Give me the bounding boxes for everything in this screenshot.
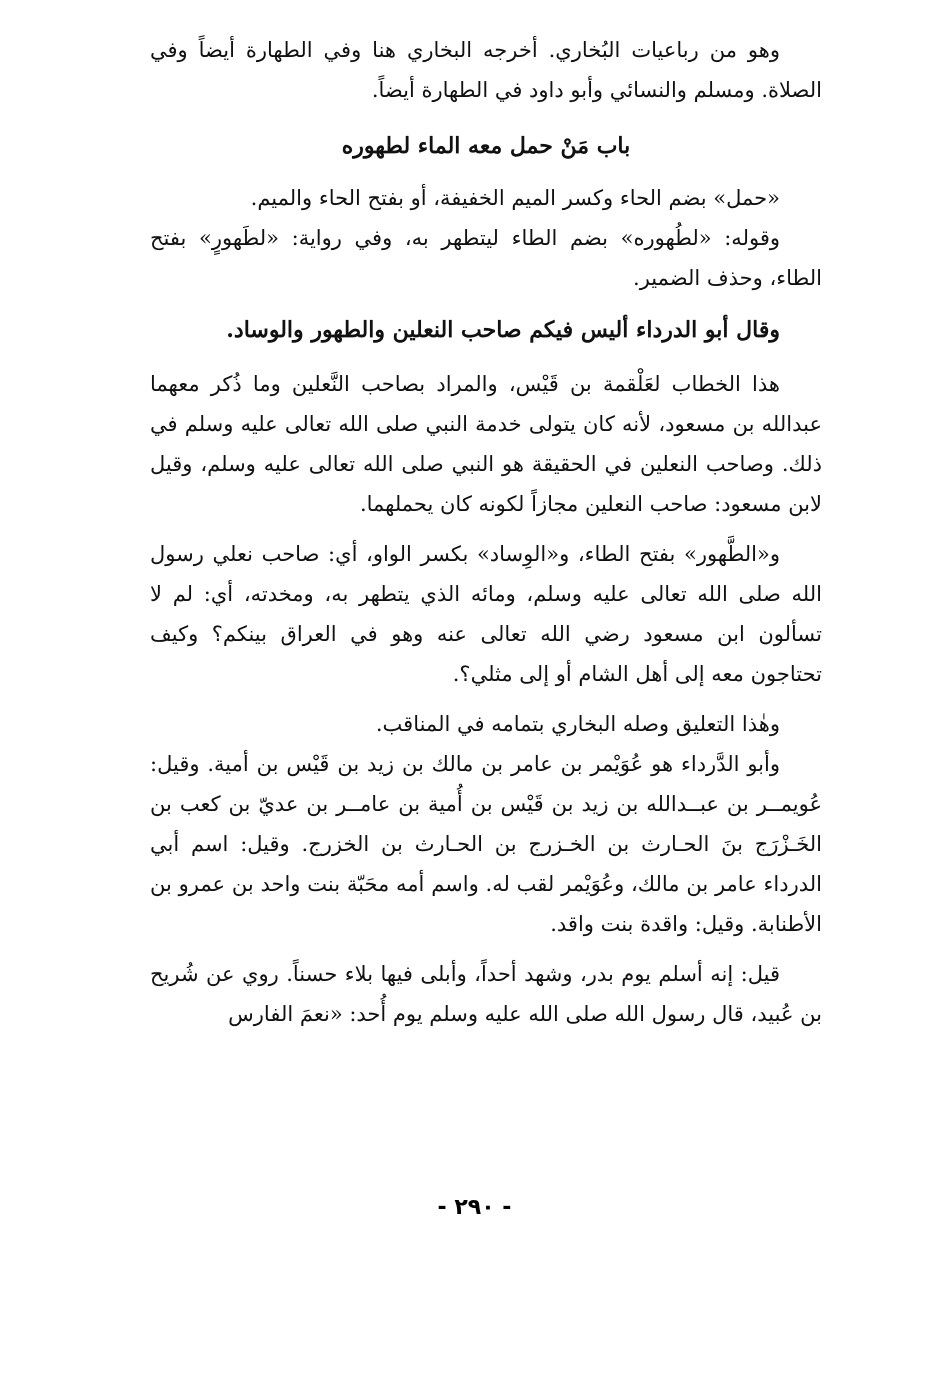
paragraph-islam-badr: قيل: إنه أسلم يوم بدر، وشهد أحداً، وأبلى فيها بلاء حسناً. روي عن شُريح بن عُبيد، قال رسول الله صلى الله عليه وسلم يوم أُحد: «نعمَ الفارس [150, 962, 822, 1026]
paragraph-tuhur-explanation: وقوله: «لطُهوره» بضم الطاء ليتطهر به، وفي رواية: «لطَهورٍ» بفتح الطاء، وحذف الضمير. [150, 226, 822, 290]
section-heading-abu-darda: وقال أبو الدرداء أليس فيكم صاحب النعلين والطهور والوساد. [226, 317, 780, 343]
paragraph-haml-explanation: «حمل» بضم الحاء وكسر الميم الخفيفة، أو بفتح الحاء والميم. [250, 186, 780, 210]
paragraph-abu-darda-lineage: وأبو الدَّرداء هو عُوَيْمر بن عامر بن مالك بن زيد بن قَيْس بن أمية. وقيل: عُويمــر بن عبــدالله بن زيد بن قَيْس بن أُمية بن عامــر بن عديّ بن كعب بن الخَـزْرَج بنَ الحـارث بن الخـزرج بن الحـارث بن الخزرج. وقيل: اسم أبي الدرداء عامر بن مالك، وعُوَيْمر لقب له. واسم أمه محَبّة بنت واحد بن عمرو بن الأطنابة. وقيل: واقدة بنت واقد. [150, 752, 822, 936]
paragraph-gap [150, 524, 822, 534]
paragraph-gap [150, 944, 822, 954]
paragraph-taliq: وهٰذا التعليق وصله البخاري بتمامه في المناقب. [375, 712, 780, 736]
paragraph-hadith-note: وهو من رباعيات البُخاري. أخرجه البخاري هنا وفي الطهارة أيضاً وفي الصلاة. ومسلم والنسائي وأبو داود في الطهارة أيضاً. [150, 38, 822, 102]
page-number: - ٢٩٠ - [437, 1195, 512, 1220]
document-page [150, 30, 822, 1350]
paragraph-gap [150, 694, 822, 704]
paragraph-alqama-address: هذا الخطاب لعَلْقمة بن قَيْس، والمراد بصاحب النَّعلين وما ذُكر معهما عبدالله بن مسعود، لأنه كان يتولى خدمة النبي صلى الله تعالى عليه وسلم في ذلك. وصاحب النعلين في الحقيقة هو النبي صلى الله تعالى عليه وسلم، وقيل لابن مسعود: صاحب النعلين مجازاً لكونه كان يحملهما. [150, 372, 822, 516]
paragraph-tahur-wisad: و«الطَّهور» بفتح الطاء، و«الوِساد» بكسر الواو، أي: صاحب نعلي رسول الله صلى الله تعالى عليه وسلم، ومائه الذي يتطهر به، ومخدته، أي: لم لا تسألون ابن مسعود رضي الله تعالى عنه وهو في العراق بينكم؟ وكيف تحتاجون معه إلى أهل الشام أو إلى مثلي؟. [150, 542, 822, 686]
chapter-heading: باب مَنْ حمل معه الماء لطهوره [341, 133, 631, 159]
